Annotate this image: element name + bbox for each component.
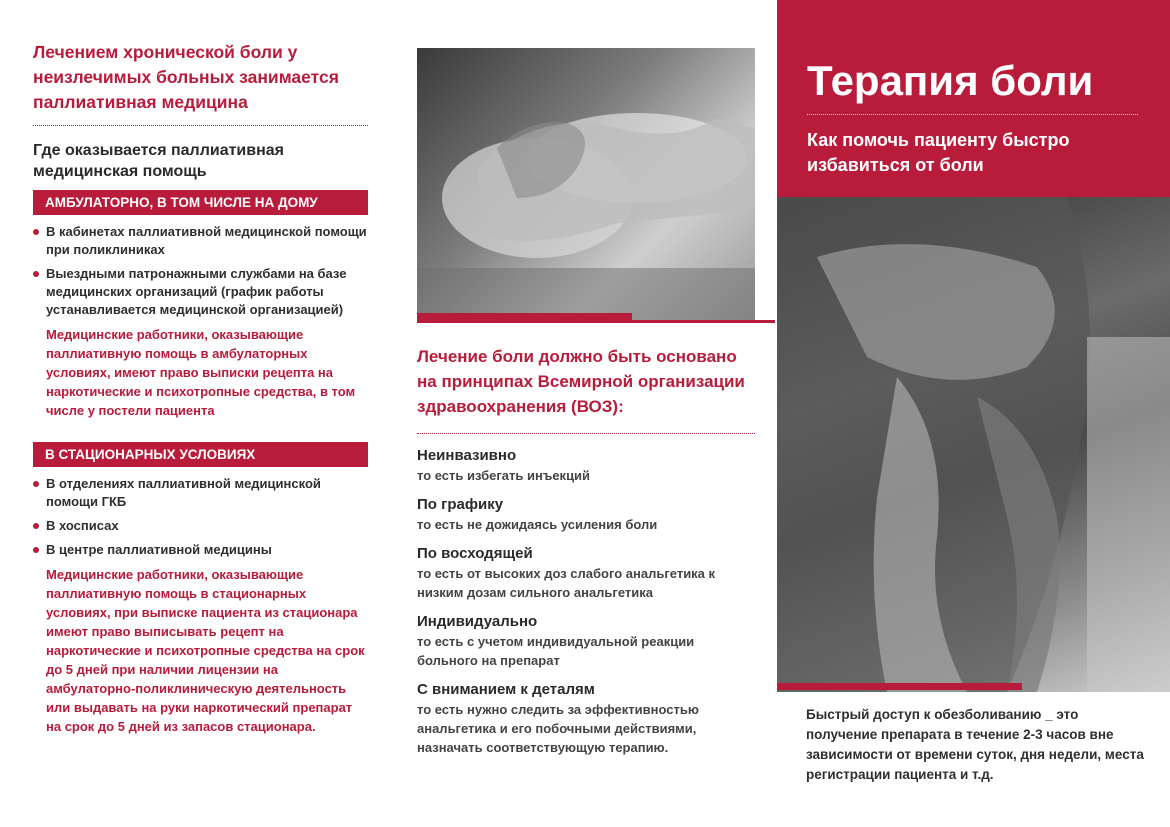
principle-desc: то есть избегать инъекций: [417, 468, 591, 483]
lead-heading: Лечением хронической боли у неизлечимых больных занимается паллиативная медицина: [33, 42, 339, 112]
list-item: В отделениях паллиативной медицинской помощи ГКБ: [33, 475, 368, 511]
principle-title: Неинвазивно: [417, 447, 517, 464]
outpatient-band: АМБУЛАТОРНО, В ТОМ ЧИСЛЕ НА ДОМУ: [33, 190, 368, 215]
principle-title: По графику: [417, 496, 504, 513]
principle-item: [417, 495, 755, 534]
fast-access-text: Быстрый доступ к обезболиванию _ это получение препарата в течение 2-3 часов вне зависимости от времени суток, дня недели, места регистрации пациента и т.д.: [806, 707, 1144, 782]
who-principles-heading: Лечение боли должно быть основано на принципах Всемирной организации здравоохранения (ВОЗ):: [417, 347, 745, 416]
outpatient-note: Медицинские работники, оказывающие паллиативную помощь в амбулаторных условиях, имеют право выписки рецепта на наркотические и психотропные средства, в том числе у постели пациента: [46, 327, 356, 418]
statue-photo: [777, 197, 1170, 692]
principle-desc: то есть с учетом индивидуальной реакции больного на препарат: [417, 634, 695, 668]
accent-strip: [417, 313, 632, 320]
principle-item: [417, 544, 755, 602]
inpatient-band: В СТАЦИОНАРНЫХ УСЛОВИЯХ: [33, 442, 368, 467]
principle-title: С вниманием к деталям: [417, 681, 595, 698]
hands-illustration: [417, 48, 755, 320]
principle-desc: то есть от высоких доз слабого анальгетика к низким дозам сильного анальгетика: [417, 566, 716, 600]
principle-item: [417, 612, 755, 670]
inpatient-list: [33, 475, 368, 559]
principle-desc: то есть не дожидаясь усиления боли: [417, 517, 658, 532]
list-item: В кабинетах паллиативной медицинской помощи при поликлиниках: [33, 223, 368, 259]
principle-desc: то есть нужно следить за эффективностью анальгетика и его побочными действиями, назначать соответствующую терапию.: [417, 702, 699, 755]
hands-photo: [417, 48, 755, 320]
outpatient-list: [33, 223, 368, 319]
left-panel: [33, 40, 368, 736]
statue-illustration: [777, 197, 1170, 692]
principle-title: Индивидуально: [417, 613, 538, 630]
inpatient-note: Медицинские работники, оказывающие паллиативную помощь в стационарных условиях, при выписке пациента из стационара имеют право выписывать рецепт на наркотические и психотропные средства на срок до 5 дней при наличии лицензии на амбулаторно-поликлиническую деятельность или выдавать на руки наркотический препарат на срок до 5 дней из запасов стационара.: [46, 567, 365, 734]
accent-line: [417, 320, 775, 323]
principle-item: [417, 680, 755, 757]
divider: [417, 433, 755, 434]
list-item: В центре паллиативной медицины: [33, 541, 368, 559]
cover-title: Терапия боли: [807, 57, 1094, 104]
accent-strip: [777, 683, 1022, 690]
cover-subtitle: Как помочь пациенту быстро избавиться от боли: [807, 130, 1070, 175]
list-item: Выездными патронажными службами на базе медицинских организаций (график работы устанавливается медицинской организацией): [33, 265, 368, 319]
principle-item: [417, 446, 755, 485]
list-item: В хосписах: [33, 517, 368, 535]
principle-title: По восходящей: [417, 545, 533, 562]
cover-panel: [777, 0, 1170, 197]
cover-divider: [807, 114, 1138, 115]
middle-panel: [417, 344, 755, 767]
divider: [33, 125, 368, 126]
where-title: Где оказывается паллиативная медицинская помощь: [33, 142, 284, 180]
